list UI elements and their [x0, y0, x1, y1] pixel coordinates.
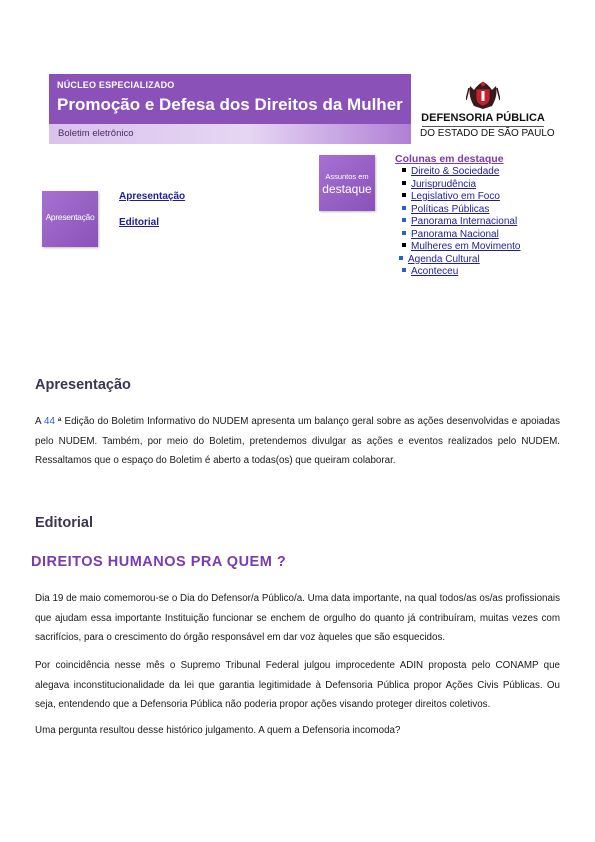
bullet-icon: [402, 193, 406, 197]
nav-link-apresentacao[interactable]: Apresentação: [119, 191, 186, 202]
list-item: [402, 166, 520, 179]
assuntos-tile-line1: Assuntos em: [325, 172, 369, 181]
apresentacao-paragraph: [35, 412, 560, 471]
section-heading-apresentacao: Apresentação: [35, 377, 131, 393]
list-item: [402, 266, 520, 279]
bullet-icon: [402, 181, 406, 185]
intro-text-after: ª Edição do Boletim Informativo do NUDEM apresenta um balanço geral sobre as ações desenvolvidas e apoiadas pelo NUDEM. Também, por meio do Boletim, pretendemos divulgar as ações e eventos realizados pelo NUDEM. Ressaltamos que o espaço do Boletim é aberto a todas(os) que queiram colaborar.: [35, 416, 560, 466]
banner-title-bar: [49, 74, 411, 124]
edition-number: 44: [44, 416, 55, 427]
list-item: [402, 204, 520, 217]
list-item: [402, 241, 520, 254]
editorial-paragraph-3: Uma pergunta resultou desse histórico julgamento. A quem a Defensoria incomoda?: [35, 725, 401, 736]
logo-name: DEFENSORIA PÚBLICA: [421, 112, 545, 124]
bullet-icon: [399, 256, 403, 260]
apresentacao-tile-label: Apresentação: [45, 212, 95, 222]
banner-title: Promoção e Defesa dos Direitos da Mulher: [57, 95, 403, 114]
header-banner: [49, 74, 411, 144]
columns-title-link[interactable]: Colunas em destaque: [395, 153, 504, 165]
intro-text-before: A: [35, 416, 44, 427]
editorial-paragraph-1: Dia 19 de maio comemorou-se o Dia do Defensor/a Público/a. Uma data importante, na qual todos/as os/as profissionais que ajudam essa importante Instituição funcionar se enchem de orgulho do quanto já contribuíram, muitas vezes com sacrifícios, para o crescimento do órgão responsável em dar voz àqueles que são esquecidos.: [35, 593, 560, 643]
logo-state: DO ESTADO DE SÃO PAULO: [420, 128, 555, 139]
banner-subtitle-bar: [49, 124, 411, 144]
columns-list: [402, 166, 520, 279]
logo-divider: [422, 126, 544, 127]
column-link-direito-sociedade[interactable]: Direito & Sociedade: [411, 166, 500, 177]
column-link-politicas-publicas[interactable]: Políticas Públicas: [411, 203, 490, 215]
column-link-panorama-nacional[interactable]: Panorama Nacional: [411, 228, 499, 240]
list-item: [402, 191, 520, 204]
list-item: [402, 179, 520, 192]
assuntos-em-destaque-tile[interactable]: [319, 155, 375, 211]
column-link-panorama-internacional[interactable]: Panorama Internacional: [411, 216, 518, 227]
editorial-paragraph-2: Por coincidência nesse mês o Supremo Tribunal Federal julgou improcedente ADIN proposta pelo CONAMP que alegava inconstitucionalidade da lei que garantia legitimidade à Defensoria Pública propor Ações Civis Públicas. Ou seja, entendendo que a Defensoria Pública não poderia propor ações visando proteger direitos coletivos.: [35, 660, 560, 710]
apresentacao-tile[interactable]: [42, 191, 98, 247]
list-item: [402, 216, 520, 229]
article-title: DIREITOS HUMANOS PRA QUEM ?: [31, 554, 287, 570]
column-link-mulheres-em-movimento[interactable]: Mulheres em Movimento: [411, 241, 521, 252]
list-item: [402, 229, 520, 242]
nav-link-editorial[interactable]: Editorial: [119, 217, 160, 228]
list-item: [399, 254, 520, 267]
bullet-icon: [402, 168, 406, 172]
bullet-icon: [402, 218, 406, 222]
sao-paulo-seal-icon: [466, 80, 500, 110]
bullet-icon: [402, 268, 406, 272]
column-link-agenda-cultural[interactable]: Agenda Cultural: [408, 253, 480, 265]
bullet-icon: [402, 231, 406, 235]
column-link-aconteceu[interactable]: Aconteceu: [411, 266, 459, 277]
column-link-legislativo-em-foco[interactable]: Legislativo em Foco: [411, 191, 500, 202]
bullet-icon: [402, 206, 406, 210]
column-link-jurisprudencia[interactable]: Jurisprudência: [411, 178, 477, 190]
defensoria-logo: [420, 80, 555, 144]
banner-subtitle: Boletim eletrônico: [58, 128, 134, 139]
section-heading-editorial: Editorial: [35, 515, 94, 531]
bullet-icon: [402, 243, 406, 247]
assuntos-tile-line2: destaque: [322, 182, 372, 196]
banner-kicker: NÚCLEO ESPECIALIZADO: [57, 80, 175, 90]
